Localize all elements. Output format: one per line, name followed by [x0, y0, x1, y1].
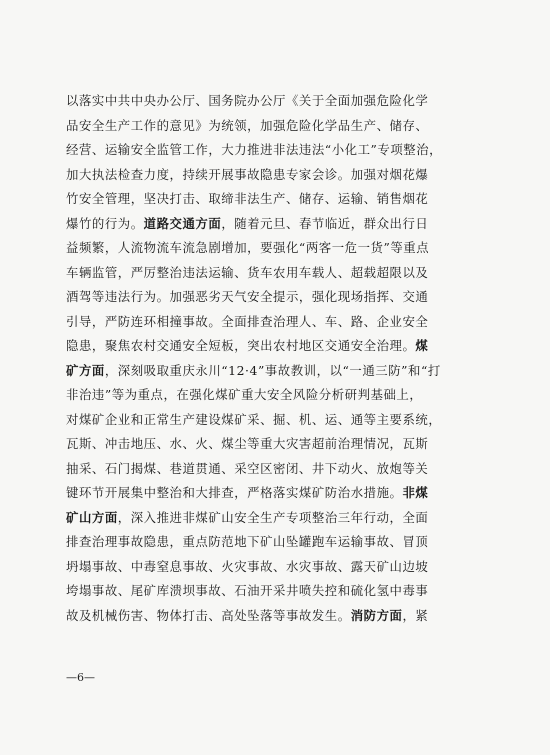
body-text-segment: 益频繁，人流物流车流急剧增加，要强化“两客一危一货”等重点 — [66, 240, 430, 255]
text-line — [66, 212, 484, 237]
body-text-segment: 爆竹的行为。 — [66, 215, 144, 231]
text-line — [66, 408, 484, 433]
bold-heading-text: 非煤 — [402, 485, 429, 500]
text-line — [66, 285, 484, 310]
body-text-segment: 排查治理事故隐患，重点防范地下矿山坠罐跑车运输事故、冒顶 — [66, 534, 429, 549]
body-text-segment: ，随着元旦、春节临近，群众出行日 — [221, 215, 429, 231]
body-text-segment: 坍塌事故、中毒窒息事故、火灾事故、水灾事故、露天矿山边坡 — [66, 558, 429, 574]
body-text-segment: 品安全生产工作的意见》为统领，加强危险化学品生产、储存、 — [66, 117, 429, 133]
text-line — [66, 236, 484, 261]
page-number: —6— — [66, 671, 95, 684]
body-text-segment: 酒驾等违法行为。加强恶劣天气安全提示，强化现场指挥、交通 — [66, 289, 429, 304]
text-line — [66, 163, 484, 188]
text-line — [66, 138, 484, 163]
bold-heading-text: 矿山方面 — [66, 509, 118, 525]
body-text-segment: ，深入推进非煤矿山安全生产专项整治三年行动，全面 — [117, 509, 429, 525]
text-line — [66, 187, 484, 212]
text-line — [66, 383, 484, 408]
body-text-segment: 键环节开展集中整治和大排查，严格落实煤矿防治水措施。 — [66, 485, 403, 500]
body-text-segment: 经营、运输安全监管工作，大力推进非法违法“小化工”专项整治， — [66, 142, 443, 157]
body-text-segment: 加大执法检查力度，持续开展事故隐患专家会诊。加强对烟花爆 — [66, 166, 429, 182]
body-text-segment: 故及机械伤害、物体打击、高处坠落等事故发生。 — [66, 607, 351, 623]
text-line — [66, 310, 484, 335]
text-line — [66, 481, 484, 506]
text-line — [66, 114, 484, 139]
body-text-segment: 引导，严防连环相撞事故。全面排查治理人、车、路、企业安全 — [66, 313, 429, 329]
bold-heading-text: 矿方面 — [66, 362, 105, 378]
bold-heading-text: 消防方面 — [350, 607, 403, 623]
body-text-segment: 车辆监管，严厉整治违法运输、货车农用车载人、超载超限以及 — [66, 264, 429, 280]
text-line — [66, 579, 484, 604]
text-line — [66, 530, 484, 555]
text-line — [66, 457, 484, 482]
bold-heading-text: 道路交通方面 — [143, 215, 222, 231]
text-line — [66, 432, 484, 457]
text-line — [66, 555, 484, 580]
body-text-segment: 瓦斯、冲击地压、水、火、煤尘等重大灾害超前治理情况，瓦斯 — [66, 436, 429, 451]
text-line — [66, 604, 484, 629]
body-text-segment: 隐患，聚焦农村交通安全短板，突出农村地区交通安全治理。 — [66, 338, 416, 353]
body-text-segment: 垮塌事故、尾矿库溃坝事故、石油开采井喷失控和硫化氢中毒事 — [66, 583, 429, 598]
text-line — [66, 334, 484, 359]
text-line — [66, 506, 484, 531]
body-text-segment: 以落实中共中央办公厅、国务院办公厅《关于全面加强危险化学 — [66, 93, 429, 108]
text-line — [66, 359, 484, 384]
body-text-segment: 抽采、石门揭煤、巷道贯通、采空区密闭、井下动火、放炮等关 — [66, 460, 429, 476]
body-text-segment: 竹安全管理，坚决打击、取缔非法生产、储存、运输、销售烟花 — [66, 191, 429, 206]
body-text-segment: 非治违”等为重点，在强化煤矿重大安全风险分析研判基础上， — [66, 387, 423, 402]
body-text — [66, 89, 484, 628]
body-text-segment: ，深刻吸取重庆永川“12·4”事故教训，以“一通三防”和“打 — [104, 362, 441, 378]
text-line — [66, 89, 484, 114]
text-line — [66, 261, 484, 286]
bold-heading-text: 煤 — [415, 338, 429, 353]
body-text-segment: 对煤矿企业和正常生产建设煤矿采、掘、机、运、通等主要系统， — [66, 411, 442, 427]
body-text-segment: ，紧 — [402, 607, 429, 623]
